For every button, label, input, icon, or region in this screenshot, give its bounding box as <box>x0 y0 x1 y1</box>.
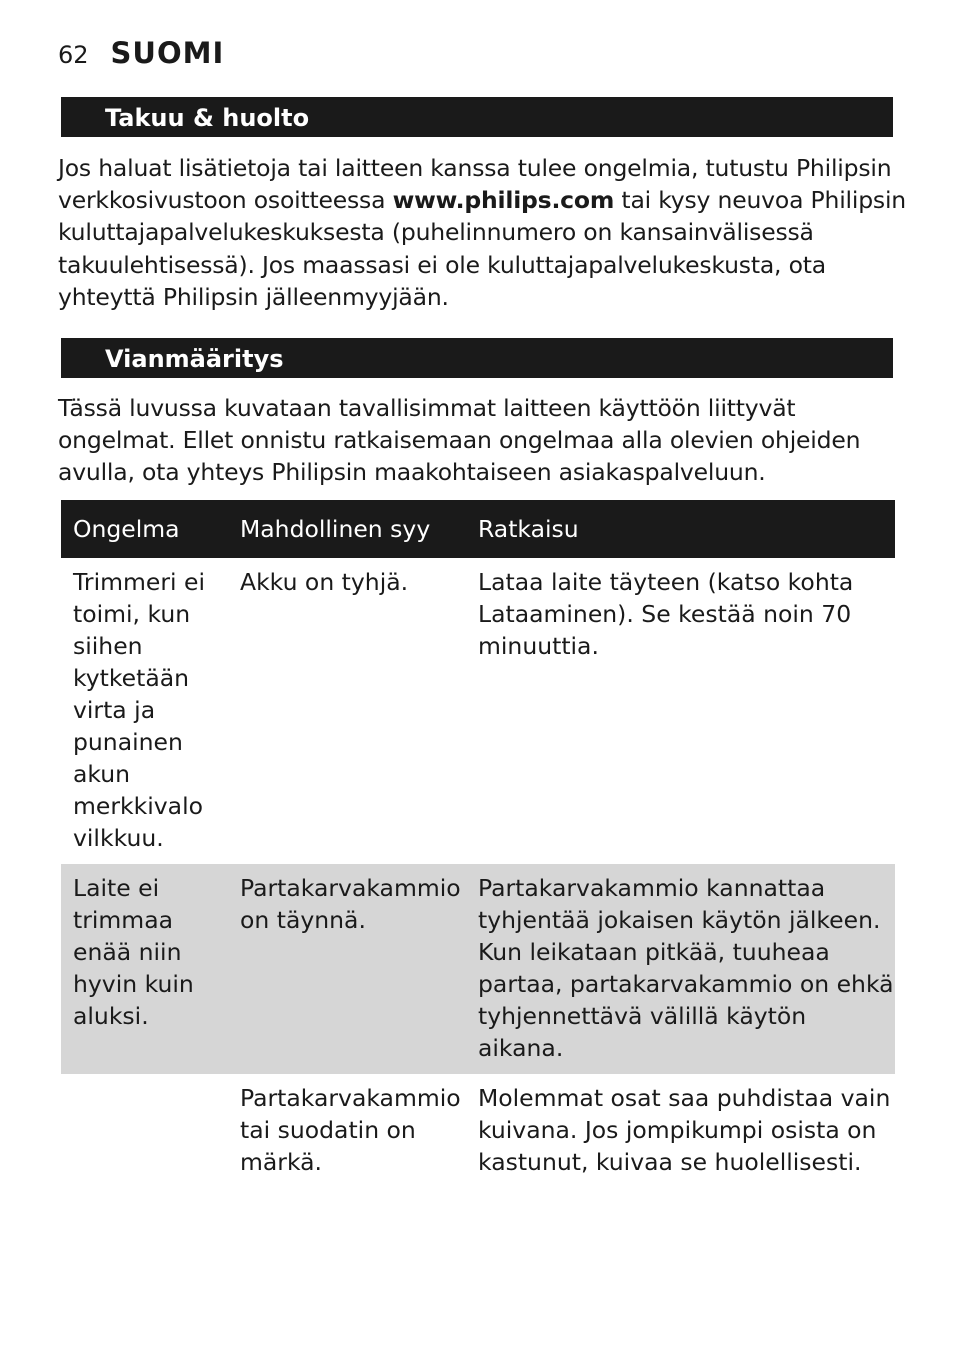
troubleshooting-paragraph: Tässä luvussa kuvataan tavallisimmat laitteen käyttöön liittyvät ongelmat. Ellet onnistu ratkaisemaan ongelmaa alla olevien ohjeiden avulla, ota yhteys Philipsin maakohtaiseen asiakaspalveluun. <box>58 394 861 487</box>
troubleshooting-table <box>61 500 895 1188</box>
section-heading-warranty: Takuu & huolto <box>61 97 893 137</box>
column-header-problem: Ongelma <box>73 515 180 543</box>
section-heading-troubleshooting: Vianmääritys <box>61 338 893 378</box>
warranty-paragraph <box>58 152 908 313</box>
column-header-solution: Ratkaisu <box>478 515 579 543</box>
table-row <box>61 558 895 864</box>
warranty-text-after: tai kysy neuvoa Philipsin kuluttajapalvelukeskuksesta (puhelinnumero on kansainvälisessä takuulehtisessä). Jos maassasi ei ole kuluttajapalvelukeskusta, ota yhteyttä Philipsin jälleenmyyjään. <box>58 186 906 311</box>
table-row <box>61 1074 895 1188</box>
cell-cause: Partakarvakammio on täynnä. <box>240 874 461 934</box>
cell-solution: Partakarvakammio kannattaa tyhjentää jokaisen käytön jälkeen. Kun leikataan pitkää, tuuheaa partaa, partakarvakammio on ehkä tyhjennettävä välillä käytön aikana. <box>478 874 894 1062</box>
cell-cause: Akku on tyhjä. <box>240 568 409 596</box>
philips-website-link[interactable]: www.philips.com <box>392 186 615 215</box>
cell-solution: Lataa laite täyteen (katso kohta Lataaminen). Se kestää noin 70 minuuttia. <box>478 568 854 660</box>
cell-problem: Laite ei trimmaa enää niin hyvin kuin aluksi. <box>73 874 194 1030</box>
cell-problem <box>61 1074 228 1188</box>
cell-problem: Trimmeri ei toimi, kun siihen kytketään virta ja punainen akun merkkivalo vilkkuu. <box>73 568 205 852</box>
table-header <box>61 500 895 558</box>
page-number: 62 <box>58 41 89 69</box>
cell-solution: Molemmat osat saa puhdistaa vain kuivana. Jos jompikumpi osista on kastunut, kuivaa se huolellisesti. <box>478 1084 891 1176</box>
column-header-cause: Mahdollinen syy <box>240 515 431 543</box>
cell-cause: Partakarvakammio tai suodatin on märkä. <box>240 1084 461 1176</box>
table-row <box>61 864 895 1074</box>
page-language-title: SUOMI <box>110 36 225 70</box>
page-header <box>58 36 224 70</box>
warranty-text-before: Jos haluat lisätietoja tai laitteen kanssa tulee ongelmia, tutustu Philipsin verkkosivustoon osoitteessa <box>58 154 892 215</box>
